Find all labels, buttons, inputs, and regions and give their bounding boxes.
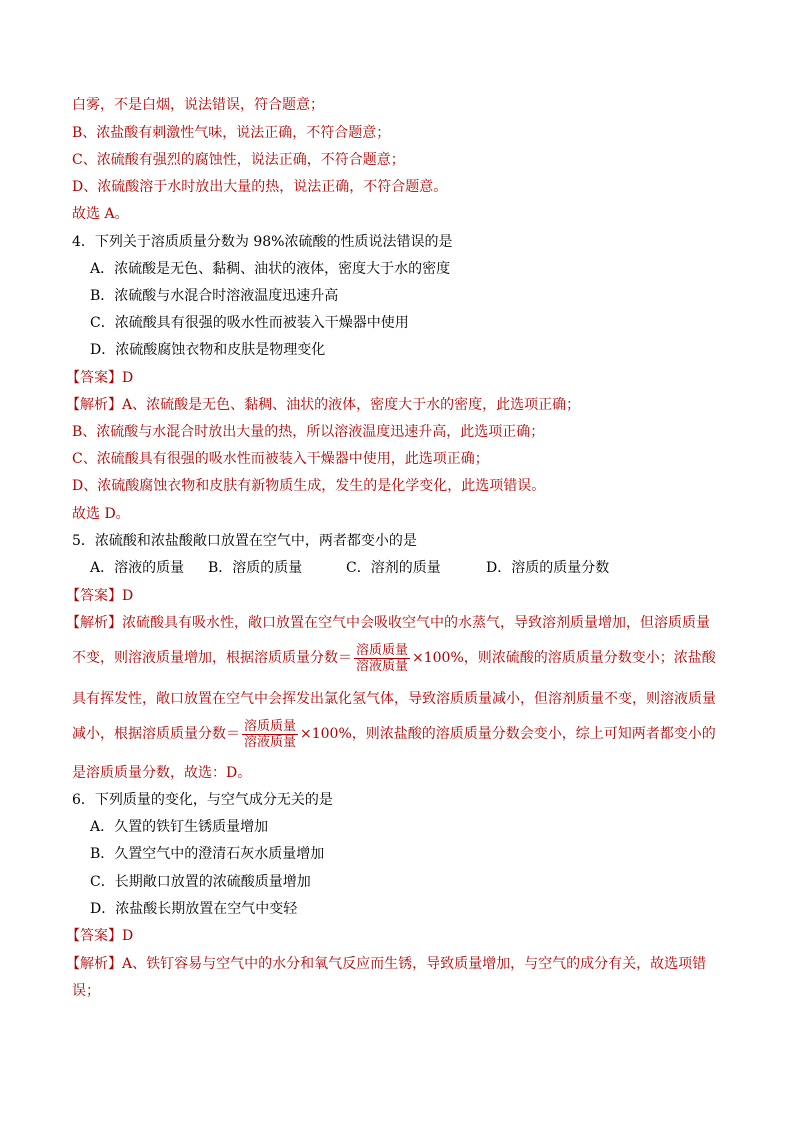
q6-option-b: B．久置空气中的澄清石灰水质量增加 (90, 846, 325, 862)
prev-analysis-line-5: 故选 A。 (72, 206, 129, 222)
q5-option-b: B．溶质的质量 (208, 560, 303, 576)
q5-analysis-line-5: 是溶质质量分数，故选：D。 (72, 765, 252, 781)
q5-analysis-line-3: 具有挥发性，敞口放置在空气中会挥发出氯化氢气体，导致溶质质量减小，但溶剂质量不变，则溶液质量 (72, 691, 716, 707)
q4-analysis-line-1: 【解析】A、浓硫酸是无色、黏稠、油状的液体，密度大于水的密度，此选项正确； (66, 397, 581, 413)
analysis-tag: 【解析】 (66, 956, 122, 972)
q5-analysis-line-4: 减小，根据溶质质量分数＝ $\frac{\text{溶质质量}}{\text{溶液质量}}$ ×100%，则浓盐酸的溶质质量分数会变小，综上可知两者都变小的 (72, 718, 716, 750)
q4-analysis-line-4: D、浓硫酸腐蚀衣物和皮肤有新物质生成，发生的是化学变化，此选项错误。 (72, 478, 546, 494)
q4-analysis-line-5: 故选 D。 (72, 506, 130, 522)
prev-analysis-line-4: D、浓硫酸溶于水时放出大量的热，说法正确，不符合题意。 (72, 179, 448, 195)
q6-stem: 6．下列质量的变化，与空气成分无关的是 (72, 792, 333, 808)
prev-analysis-line-3: C、浓硫酸有强烈的腐蚀性，说法正确，不符合题意； (72, 152, 405, 168)
q5-option-d: D．溶质的质量分数 (486, 560, 610, 576)
q4-option-b: B．浓硫酸与水混合时溶液温度迅速升高 (90, 288, 339, 304)
q5-option-c: C．溶剂的质量 (346, 560, 441, 576)
q6-option-c: C．长期敞口放置的浓硫酸质量增加 (90, 874, 311, 890)
q6-answer (66, 927, 133, 945)
analysis-tag: 【解析】 (66, 615, 122, 631)
answer-tag: 【答案】 (66, 928, 122, 944)
prev-analysis-line-2: B、浓盐酸有刺激性气味，说法正确，不符合题意； (72, 125, 391, 141)
answer-tag: 【答案】 (66, 588, 122, 604)
q5-options (90, 559, 609, 577)
mass-fraction-formula: $\frac{\text{溶质质量}}{\text{溶液质量}}$ (244, 718, 297, 750)
answer-tag: 【答案】 (66, 370, 122, 386)
q4-answer (66, 369, 133, 387)
q4-analysis-line-3: C、浓硫酸具有很强的吸水性而被装入干燥器中使用，此选项正确； (72, 451, 489, 467)
q5-option-a: A．溶液的质量 (90, 560, 185, 576)
q4-stem: 4．下列关于溶质质量分数为 98%浓硫酸的性质说法错误的是 (72, 234, 453, 250)
q5-analysis-line-1: 【解析】浓硫酸具有吸水性，敞口放置在空气中会吸收空气中的水蒸气，导致溶剂质量增加，但溶质质量 (66, 615, 710, 631)
q6-analysis-line-1: 【解析】A、铁钉容易与空气中的水分和氧气反应而生锈，导致质量增加，与空气的成分有关，故选项错 (66, 956, 707, 972)
q6-option-a: A．久置的铁钉生锈质量增加 (90, 819, 269, 835)
q6-option-d: D．浓盐酸长期放置在空气中变轻 (90, 901, 298, 917)
q4-option-c: C．浓硫酸具有很强的吸水性而被装入干燥器中使用 (90, 315, 409, 331)
q5-answer (66, 587, 133, 605)
q4-option-a: A．浓硫酸是无色、黏稠、油状的液体，密度大于水的密度 (90, 261, 451, 277)
analysis-tag: 【解析】 (66, 397, 122, 413)
q4-analysis-line-2: B、浓硫酸与水混合时放出大量的热，所以溶液温度迅速升高，此选项正确； (72, 424, 545, 440)
answer-value: D (122, 928, 134, 944)
answer-value: D (122, 370, 134, 386)
q6-analysis-line-2: 误； (72, 983, 100, 999)
q5-analysis-line-2: 不变，则溶液质量增加，根据溶质质量分数＝ $\frac{\text{溶质质量}}{\text{溶液质量}}$ ×100%，则浓硫酸的溶质质量分数变小；浓盐酸 (72, 642, 716, 674)
q4-option-d: D．浓硫酸腐蚀衣物和皮肤是物理变化 (90, 342, 326, 358)
answer-value: D (122, 588, 134, 604)
mass-fraction-formula: $\frac{\text{溶质质量}}{\text{溶液质量}}$ (356, 642, 409, 674)
q5-stem: 5．浓硫酸和浓盐酸敞口放置在空气中，两者都变小的是 (72, 533, 417, 549)
prev-analysis-line-1: 白雾，不是白烟，说法错误，符合题意； (72, 97, 324, 113)
